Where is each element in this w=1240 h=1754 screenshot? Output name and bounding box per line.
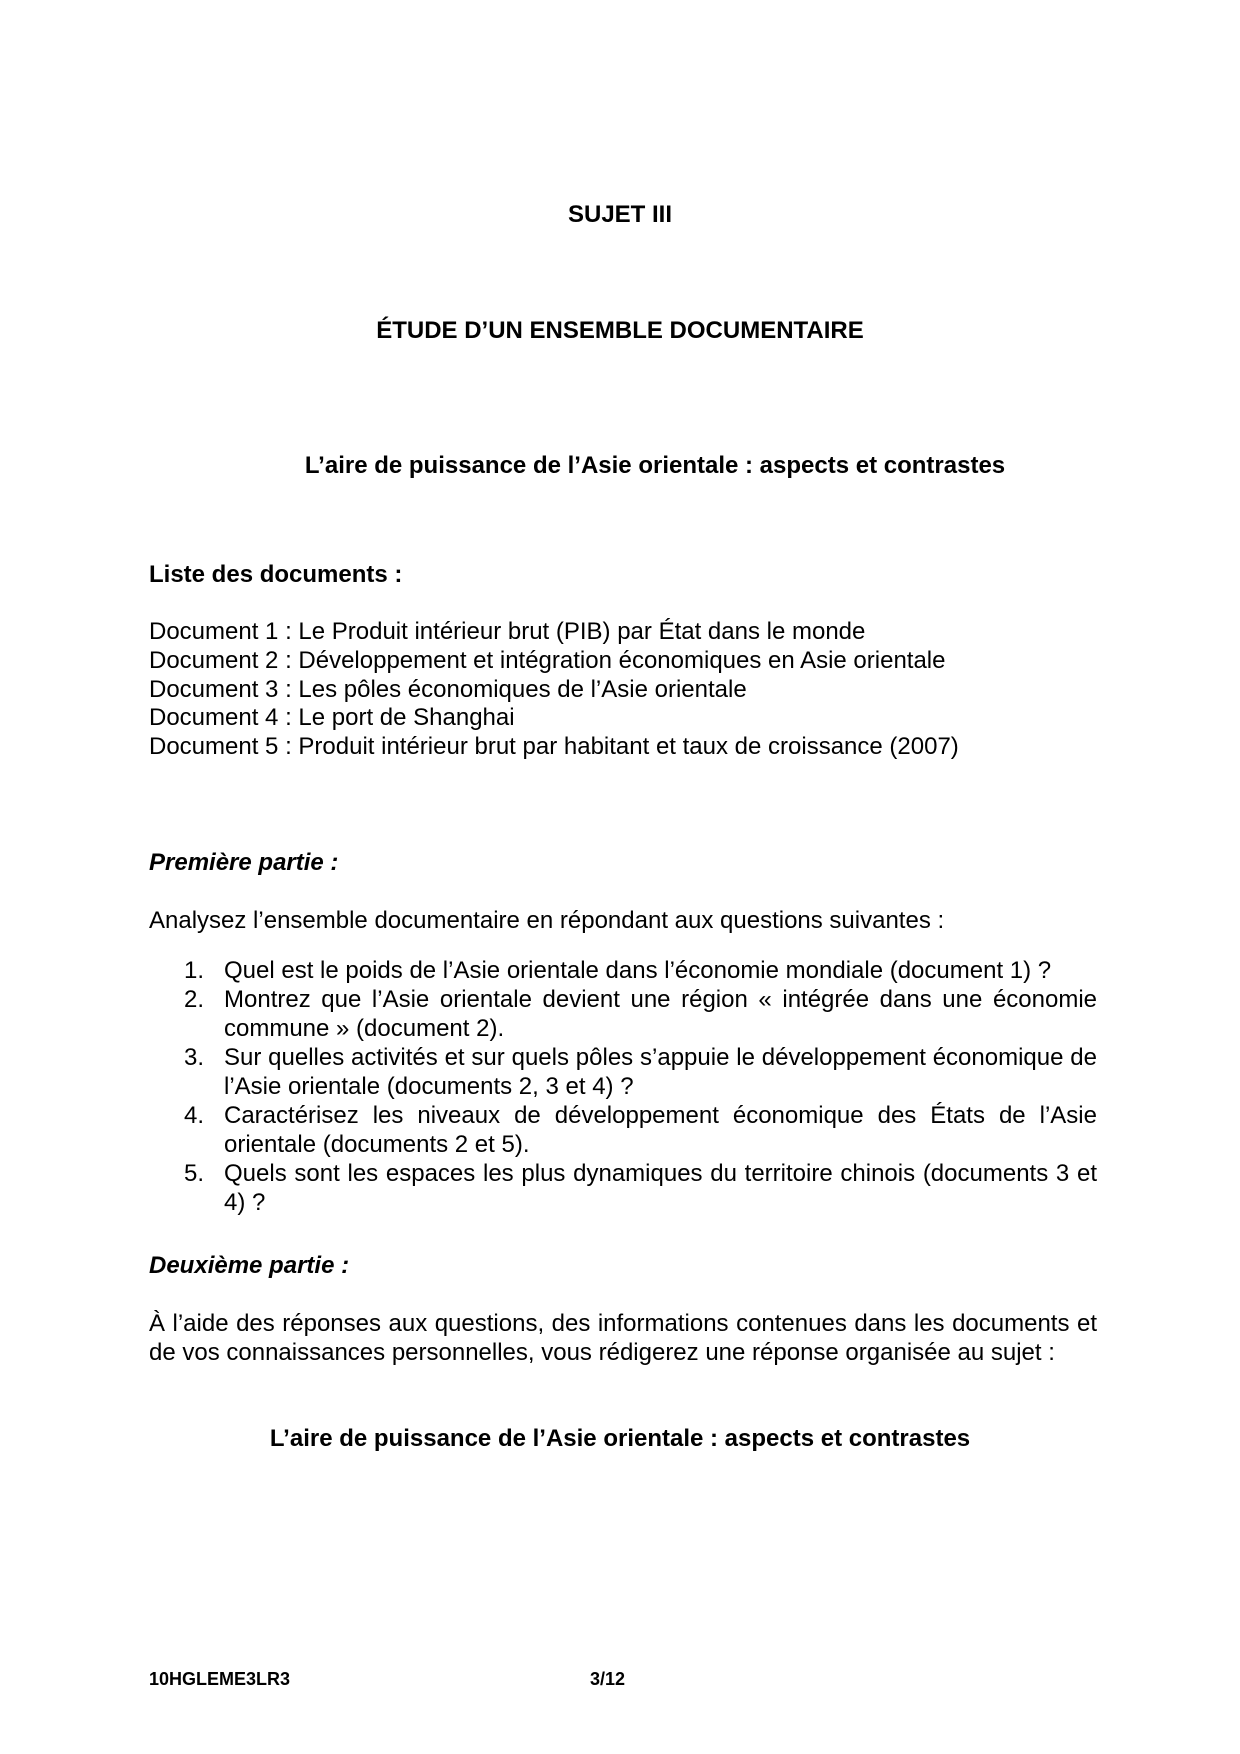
question-item xyxy=(149,985,1097,1043)
questions-list xyxy=(149,956,1097,1217)
document-item: Document 3 : Les pôles économiques de l’Asie orientale xyxy=(149,676,747,703)
question-text: Quel est le poids de l’Asie orientale dans l’économie mondiale (document 1) ? xyxy=(224,957,1052,984)
part2-subject: L’aire de puissance de l’Asie orientale : aspects et contrastes xyxy=(269,1425,971,1452)
question-number: 4. xyxy=(184,1102,205,1129)
document-item: Document 4 : Le port de Shanghai xyxy=(149,704,515,731)
part2-heading: Deuxième partie : xyxy=(149,1252,350,1279)
question-item xyxy=(149,1159,1097,1217)
question-text: Caractérisez les niveaux de développement économique des États de l’Asie orientale (documents 2 et 5). xyxy=(224,1102,1097,1158)
footer-code: 10HGLEME3LR3 xyxy=(149,1669,291,1689)
question-number: 3. xyxy=(184,1044,205,1071)
document-item: Document 1 : Le Produit intérieur brut (PIB) par État dans le monde xyxy=(149,618,866,645)
page-number: 3/12 xyxy=(590,1669,626,1689)
question-item xyxy=(149,956,1097,985)
documents-heading: Liste des documents : xyxy=(149,561,403,588)
part1-heading: Première partie : xyxy=(149,849,339,876)
question-number: 5. xyxy=(184,1160,205,1187)
document-item: Document 5 : Produit intérieur brut par habitant et taux de croissance (2007) xyxy=(149,733,959,760)
question-item xyxy=(149,1101,1097,1159)
page-title: L’aire de puissance de l’Asie orientale : aspects et contrastes xyxy=(304,452,1006,479)
question-number: 1. xyxy=(184,957,205,984)
question-item xyxy=(149,1043,1097,1101)
question-text: Montrez que l’Asie orientale devient une région « intégrée dans une économie commune » (document 2). xyxy=(224,986,1097,1042)
question-text: Sur quelles activités et sur quels pôles s’appuie le développement économique de l’Asie orientale (documents 2, 3 et 4) ? xyxy=(224,1044,1097,1100)
part1-intro: Analysez l’ensemble documentaire en répondant aux questions suivantes : xyxy=(149,907,945,934)
sujet-label: SUJET III xyxy=(567,201,673,228)
question-text: Quels sont les espaces les plus dynamiques du territoire chinois (documents 3 et 4) ? xyxy=(224,1160,1097,1216)
part2-text: À l’aide des réponses aux questions, des informations contenues dans les documents et de vos connaissances personnelles, vous rédigerez une réponse organisée au sujet : xyxy=(149,1310,1097,1366)
document-item: Document 2 : Développement et intégration économiques en Asie orientale xyxy=(149,647,946,674)
exercise-type: ÉTUDE D’UN ENSEMBLE DOCUMENTAIRE xyxy=(376,317,864,344)
question-number: 2. xyxy=(184,986,205,1013)
